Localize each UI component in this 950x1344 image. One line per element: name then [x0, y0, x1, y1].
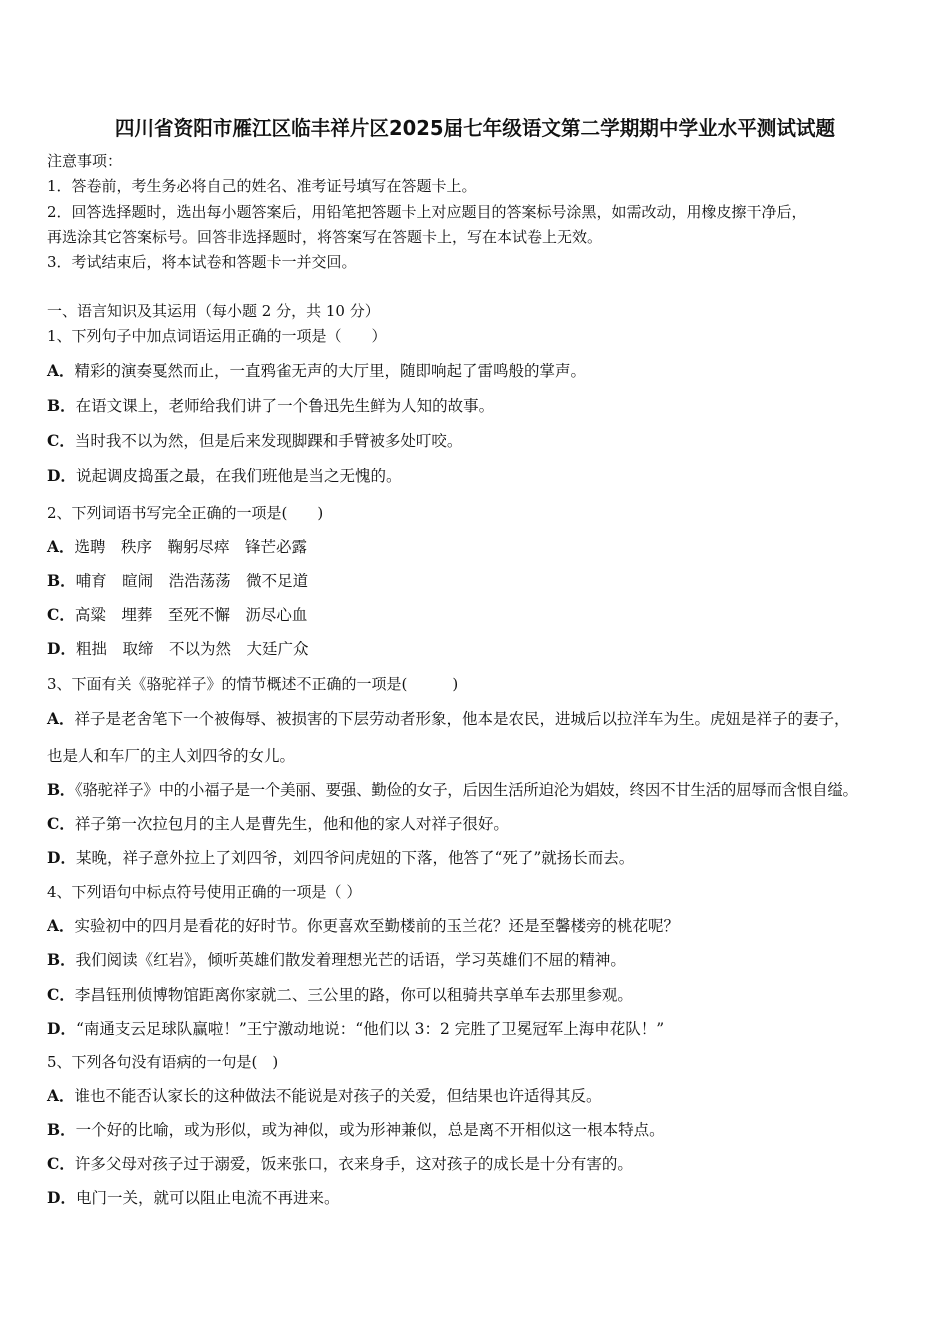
notice-item: 3．考试结束后，将本试卷和答题卡一并交回。: [47, 253, 357, 271]
option-text: 谁也不能否认家长的这种做法不能说是对孩子的关爱，但结果也许适得其反。: [74, 1087, 602, 1105]
option-a-continued: 也是人和车厂的主人刘四爷的女儿。: [47, 747, 296, 765]
option-text: 许多父母对孩子过于溺爱，饭来张口，衣来身手，这对孩子的成长是十分有害的。: [74, 1155, 633, 1173]
option-letter: D．: [47, 848, 76, 867]
notice-heading: 注意事项：: [47, 152, 123, 170]
option-c: [47, 605, 307, 625]
option-text: 高粱 埋葬 至死不懈 沥尽心血: [74, 606, 308, 624]
option-c: [47, 431, 462, 451]
option-a: [47, 1086, 602, 1106]
option-a: [47, 537, 307, 557]
option-letter: C．: [47, 814, 75, 833]
option-letter: A．: [47, 1086, 75, 1105]
option-text: 哺育 暄闹 浩浩荡荡 微不足道: [75, 572, 309, 590]
option-b: [47, 396, 494, 416]
option-text: 电门一关，就可以阻止电流不再进来。: [75, 1189, 340, 1207]
option-d: [47, 848, 634, 868]
option-letter: C．: [47, 1154, 75, 1173]
option-b: [47, 1120, 665, 1140]
option-text: 当时我不以为然，但是后来发现脚踝和手臂被多处叮咬。: [74, 432, 463, 450]
option-letter: B．: [47, 396, 76, 415]
option-letter: B．: [47, 950, 76, 969]
option-text: 我们阅读《红岩》，倾听英雄们散发着理想光芒的话语，学习英雄们不屈的精神。: [75, 951, 626, 969]
option-text: 某晚，祥子意外拉上了刘四爷，刘四爷问虎妞的下落，他答了“死了”就扬长而去。: [75, 849, 635, 867]
option-letter: D．: [47, 1019, 76, 1038]
option-c: [47, 814, 509, 834]
option-text: 说起调皮捣蛋之最，在我们班他是当之无愧的。: [75, 467, 402, 485]
option-d: [47, 1019, 664, 1039]
question-stem: 2、下列词语书写完全正确的一项是( ): [47, 504, 324, 522]
option-letter: C．: [47, 431, 75, 450]
question-stem: 5、下列各句没有语病的一句是( ): [47, 1053, 279, 1071]
option-a: [47, 709, 850, 729]
notice-item: 2．回答选择题时，选出每小题答案后，用铅笔把答题卡上对应题目的答案标号涂黑，如需改动，用橡皮擦干净后，: [47, 203, 807, 221]
option-b: [47, 950, 626, 970]
option-d: [47, 466, 401, 486]
option-text: 祥子是老舍笔下一个被侮辱、被损害的下层劳动者形象，他本是农民，进城后以拉洋车为生。虎妞是祥子的妻子，: [74, 710, 850, 728]
option-letter: C．: [47, 985, 75, 1004]
option-b: [47, 571, 308, 591]
option-letter: B．: [47, 571, 76, 590]
option-text: 精彩的演奏戛然而止，一直鸦雀无声的大厅里，随即响起了雷鸣般的掌声。: [74, 362, 587, 380]
option-a: [47, 361, 586, 381]
option-b: [47, 780, 858, 800]
option-letter: A．: [47, 361, 75, 380]
question-stem: 1、下列句子中加点词语运用正确的一项是（ ）: [47, 327, 387, 345]
option-letter: A．: [47, 709, 75, 728]
option-letter: B．: [47, 1120, 76, 1139]
option-text: 在语文课上，老师给我们讲了一个鲁迅先生鲜为人知的故事。: [75, 397, 495, 415]
option-letter: D．: [47, 1188, 76, 1207]
option-letter: A．: [47, 537, 75, 556]
option-text: 粗拙 取缔 不以为然 大廷广众: [75, 640, 309, 658]
option-text: 《骆驼祥子》中的小福子是一个美丽、要强、勤俭的女子，后因生活所迫沦为娼妓，终因不甘生活的屈辱而含恨自缢。: [75, 781, 858, 799]
option-c: [47, 985, 633, 1005]
option-a: [47, 916, 679, 936]
section-heading: 一、语言知识及其运用（每小题 2 分，共 10 分）: [47, 302, 380, 320]
option-d: [47, 639, 308, 659]
option-letter: D．: [47, 466, 76, 485]
option-letter: A．: [47, 916, 75, 935]
option-letter: B．: [47, 780, 76, 799]
question-stem: 4、下列语句中标点符号使用正确的一项是（ ）: [47, 883, 362, 901]
option-text: 祥子第一次拉包月的主人是曹先生，他和他的家人对祥子很好。: [74, 815, 509, 833]
option-c: [47, 1154, 633, 1174]
option-text: 李昌钰刑侦博物馆距离你家就二、三公里的路，你可以租骑共享单车去那里参观。: [74, 986, 633, 1004]
option-letter: C．: [47, 605, 75, 624]
page-title: 四川省资阳市雁江区临丰祥片区2025届七年级语文第二学期期中学业水平测试试题: [114, 116, 836, 140]
option-text: “南通支云足球队赢啦！”王宁激动地说：“他们以 3：2 完胜了卫冕冠军上海申花队！”: [75, 1020, 665, 1038]
option-text: 实验初中的四月是看花的好时节。你更喜欢至勤楼前的玉兰花？还是至馨楼旁的桃花呢？: [74, 917, 680, 935]
question-stem: 3、下面有关《骆驼祥子》的情节概述不正确的一项是( ): [47, 675, 459, 693]
option-letter: D．: [47, 639, 76, 658]
option-d: [47, 1188, 339, 1208]
option-text: 选聘 秩序 鞠躬尽瘁 锋芒必露: [74, 538, 308, 556]
notice-item: 1．答卷前，考生务必将自己的姓名、准考证号填写在答题卡上。: [47, 177, 477, 195]
notice-item: 再选涂其它答案标号。回答非选择题时，将答案写在答题卡上，写在本试卷上无效。: [47, 228, 603, 246]
option-text: 一个好的比喻，或为形似，或为神似，或为形神兼似，总是离不开相似这一根本特点。: [75, 1121, 665, 1139]
